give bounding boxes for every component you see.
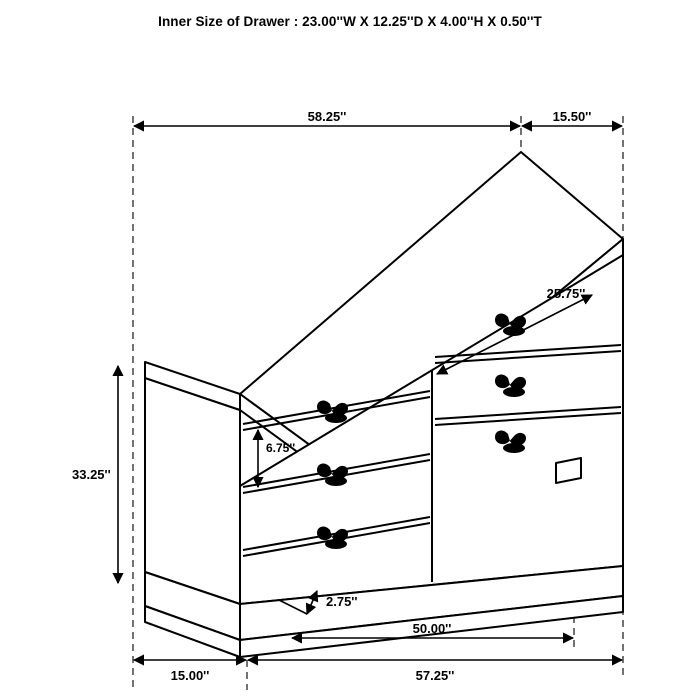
- label-base-height: 2.75'': [326, 594, 358, 609]
- label-bottom-depth: 15.00'': [170, 668, 210, 683]
- dresser-rear-foot: [556, 458, 581, 483]
- label-drawer-height: 6.75'': [266, 441, 296, 455]
- label-bottom-width-outer: 57.25'': [415, 668, 455, 683]
- label-top-width-main: 58.25'': [307, 109, 347, 124]
- label-overall-height: 33.25'': [72, 467, 111, 482]
- page-title: Inner Size of Drawer : 23.00''W X 12.25''D X 4.00''H X 0.50''T: [158, 14, 542, 29]
- dresser-left-side: [145, 378, 240, 604]
- label-diagonal-depth: 25.75'': [546, 286, 586, 301]
- label-bottom-width-inner: 50.00'': [412, 621, 452, 636]
- label-top-width-side: 15.50'': [552, 109, 592, 124]
